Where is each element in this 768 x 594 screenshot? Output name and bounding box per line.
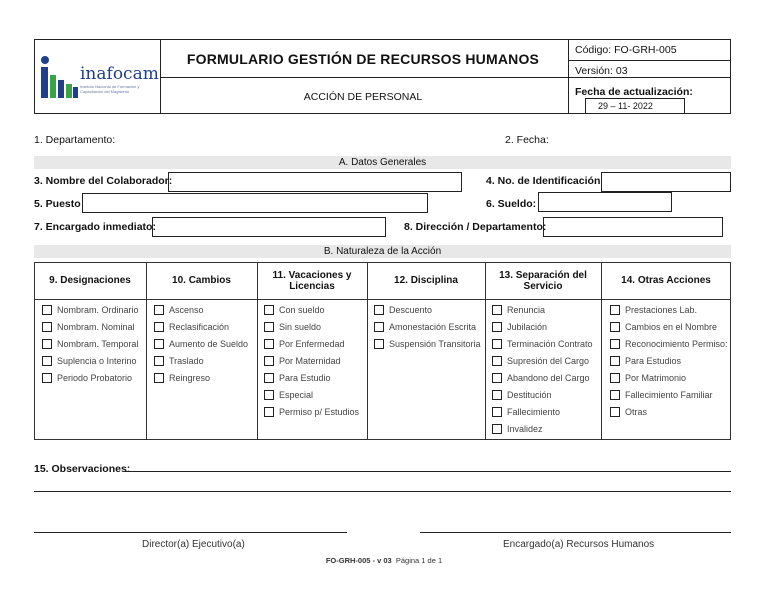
form-version: Versión: 03 <box>575 65 628 77</box>
checkbox-icon[interactable] <box>374 322 384 332</box>
checkbox-icon[interactable] <box>492 424 502 434</box>
col-header-vacaciones: 11. Vacaciones y Licencias <box>272 269 352 292</box>
checkbox-option[interactable] <box>42 322 139 339</box>
checkbox-icon[interactable] <box>264 339 274 349</box>
col-disciplina <box>374 305 481 356</box>
director-signature-label: Director(a) Ejecutivo(a) <box>142 539 245 550</box>
checkbox-icon[interactable] <box>610 407 620 417</box>
checkbox-label: Cambios en el Nombre <box>625 322 718 332</box>
checkbox-option[interactable] <box>492 322 593 339</box>
checkbox-label: Por Enfermedad <box>279 339 345 349</box>
checkbox-option[interactable] <box>492 390 593 407</box>
checkbox-icon[interactable] <box>610 356 620 366</box>
identificacion-field[interactable] <box>601 172 731 192</box>
checkbox-option[interactable] <box>610 356 728 373</box>
checkbox-icon[interactable] <box>264 373 274 383</box>
checkbox-label: Amonestación Escrita <box>389 322 477 332</box>
checkbox-label: Terminación Contrato <box>507 339 593 349</box>
checkbox-option[interactable] <box>42 373 139 390</box>
checkbox-icon[interactable] <box>264 390 274 400</box>
checkbox-label: Nombram. Temporal <box>57 339 139 349</box>
checkbox-option[interactable] <box>610 339 728 356</box>
checkbox-option[interactable] <box>264 373 359 390</box>
checkbox-option[interactable] <box>264 390 359 407</box>
encargado-field[interactable] <box>152 217 386 237</box>
checkbox-option[interactable] <box>610 390 728 407</box>
checkbox-icon[interactable] <box>610 390 620 400</box>
checkbox-icon[interactable] <box>492 390 502 400</box>
sueldo-field[interactable] <box>538 192 672 212</box>
checkbox-icon[interactable] <box>154 339 164 349</box>
checkbox-label: Sin sueldo <box>279 322 322 332</box>
direccion-field[interactable] <box>543 217 723 237</box>
rrhh-signature-label: Encargado(a) Recursos Humanos <box>503 539 655 550</box>
checkbox-label: Para Estudios <box>625 356 682 366</box>
checkbox-icon[interactable] <box>264 322 274 332</box>
footer-page: Página 1 de 1 <box>395 556 443 565</box>
section-a-band: A. Datos Generales <box>34 156 731 169</box>
sueldo-label: 6. Sueldo: <box>486 198 537 210</box>
col-otras <box>610 305 728 424</box>
col-cambios <box>154 305 248 390</box>
section-b-band: B. Naturaleza de la Acción <box>34 245 731 258</box>
nombre-label: 3. Nombre del Colaborador: <box>34 175 173 187</box>
checkbox-option[interactable] <box>154 356 248 373</box>
checkbox-icon[interactable] <box>42 305 52 315</box>
col-separacion <box>492 305 593 441</box>
checkbox-icon[interactable] <box>42 356 52 366</box>
checkbox-icon[interactable] <box>374 339 384 349</box>
checkbox-option[interactable] <box>264 339 359 356</box>
col-header-otras: 14. Otras Acciones <box>621 275 711 286</box>
director-signature-line <box>34 532 347 533</box>
checkbox-option[interactable] <box>154 322 248 339</box>
departamento-label: 1. Departamento: <box>34 134 116 146</box>
checkbox-label: Destitución <box>507 390 552 400</box>
checkbox-icon[interactable] <box>610 339 620 349</box>
checkbox-option[interactable] <box>492 356 593 373</box>
checkbox-icon[interactable] <box>264 356 274 366</box>
checkbox-option[interactable] <box>154 305 248 322</box>
checkbox-label: Nombram. Nominal <box>57 322 135 332</box>
checkbox-label: Fallecimiento <box>507 407 561 417</box>
checkbox-icon[interactable] <box>610 305 620 315</box>
checkbox-option[interactable] <box>610 305 728 322</box>
checkbox-option[interactable] <box>492 339 593 356</box>
checkbox-icon[interactable] <box>154 305 164 315</box>
col-header-designaciones: 9. Designaciones <box>49 275 131 286</box>
checkbox-label: Reingreso <box>169 373 211 383</box>
checkbox-label: Abandono del Cargo <box>507 373 590 383</box>
observaciones-label: 15. Observaciones: <box>34 463 131 475</box>
checkbox-icon[interactable] <box>154 373 164 383</box>
col-header-disciplina: 12. Disciplina <box>394 275 458 286</box>
checkbox-icon[interactable] <box>492 373 502 383</box>
col-header-separacion: 13. Separación del Servicio <box>499 269 587 292</box>
col-vacaciones <box>264 305 359 424</box>
checkbox-option[interactable] <box>42 356 139 373</box>
checkbox-label: Reconocimiento Permiso: <box>625 339 728 349</box>
inafocam-logo-icon <box>40 55 80 100</box>
checkbox-option[interactable] <box>374 322 481 339</box>
checkbox-label: Reclasificación <box>169 322 230 332</box>
col-designaciones <box>42 305 139 390</box>
checkbox-label: Especial <box>279 390 314 400</box>
checkbox-label: Con sueldo <box>279 305 325 315</box>
checkbox-label: Aumento de Sueldo <box>169 339 249 349</box>
checkbox-option[interactable] <box>264 305 359 322</box>
checkbox-label: Traslado <box>169 356 204 366</box>
checkbox-icon[interactable] <box>492 305 502 315</box>
checkbox-option[interactable] <box>374 339 481 356</box>
checkbox-icon[interactable] <box>154 356 164 366</box>
checkbox-option[interactable] <box>610 407 728 424</box>
checkbox-icon[interactable] <box>154 322 164 332</box>
checkbox-icon[interactable] <box>264 407 274 417</box>
rrhh-signature-line <box>420 532 731 533</box>
checkbox-label: Ascenso <box>169 305 204 315</box>
puesto-label: 5. Puesto <box>34 198 81 210</box>
checkbox-icon[interactable] <box>492 322 502 332</box>
form-title: FORMULARIO GESTIÓN DE RECURSOS HUMANOS <box>186 51 540 67</box>
checkbox-label: Fallecimiento Familiar <box>625 390 713 400</box>
identificacion-label: 4. No. de Identificación <box>486 175 601 187</box>
checkbox-icon[interactable] <box>42 322 52 332</box>
checkbox-option[interactable] <box>610 373 728 390</box>
encargado-label: 7. Encargado inmediato: <box>34 221 156 233</box>
checkbox-option[interactable] <box>492 424 593 441</box>
observaciones-line-1[interactable] <box>124 471 731 472</box>
checkbox-icon[interactable] <box>492 356 502 366</box>
form-subtitle: ACCIÓN DE PERSONAL <box>303 91 423 103</box>
checkbox-option[interactable] <box>264 356 359 373</box>
checkbox-option[interactable] <box>154 339 248 356</box>
checkbox-label: Por Maternidad <box>279 356 341 366</box>
checkbox-icon[interactable] <box>610 322 620 332</box>
checkbox-label: Otras <box>625 407 648 417</box>
page-footer <box>0 556 768 565</box>
checkbox-option[interactable] <box>264 322 359 339</box>
checkbox-label: Permiso p/ Estudios <box>279 407 360 417</box>
col-header-cambios: 10. Cambios <box>172 275 231 286</box>
checkbox-option[interactable] <box>492 407 593 424</box>
checkbox-icon[interactable] <box>42 373 52 383</box>
checkbox-option[interactable] <box>42 339 139 356</box>
checkbox-label: Periodo Probatorio <box>57 373 133 383</box>
checkbox-icon[interactable] <box>610 373 620 383</box>
checkbox-label: Supresión del Cargo <box>507 356 590 366</box>
checkbox-icon[interactable] <box>492 339 502 349</box>
update-date: 29 – 11- 2022 <box>585 98 685 114</box>
checkbox-icon[interactable] <box>42 339 52 349</box>
checkbox-icon[interactable] <box>492 407 502 417</box>
update-label: Fecha de actualización: <box>575 86 693 98</box>
checkbox-label: Descuento <box>389 305 433 315</box>
checkbox-label: Prestaciones Lab. <box>625 305 698 315</box>
checkbox-label: Para Estudio <box>279 373 331 383</box>
checkbox-label: Suspensión Transitoria <box>389 339 481 349</box>
checkbox-icon[interactable] <box>264 305 274 315</box>
checkbox-label: Invalidez <box>507 424 543 434</box>
checkbox-option[interactable] <box>610 322 728 339</box>
nombre-field[interactable] <box>168 172 462 192</box>
checkbox-option[interactable] <box>264 407 359 424</box>
checkbox-icon[interactable] <box>374 305 384 315</box>
form-code: Código: FO-GRH-005 <box>575 44 677 56</box>
footer-code: FO-GRH-005 - v 03 <box>325 556 392 565</box>
logo-text: inafocam <box>80 64 159 84</box>
direccion-label: 8. Dirección / Departamento: <box>404 221 547 233</box>
checkbox-option[interactable] <box>374 305 481 322</box>
checkbox-option[interactable] <box>492 305 593 322</box>
checkbox-option[interactable] <box>154 373 248 390</box>
checkbox-label: Por Matrimonio <box>625 373 687 383</box>
checkbox-label: Renuncia <box>507 305 546 315</box>
checkbox-option[interactable] <box>492 373 593 390</box>
checkbox-label: Suplencia o Interino <box>57 356 137 366</box>
logo-subtitle: Instituto Nacional de Formación y Capacitación del Magisterio <box>80 84 140 94</box>
observaciones-line-2[interactable] <box>34 491 731 492</box>
checkbox-label: Nombram. Ordinario <box>57 305 139 315</box>
fecha-label: 2. Fecha: <box>505 134 549 146</box>
puesto-field[interactable] <box>82 193 428 213</box>
checkbox-label: Jubilación <box>507 322 548 332</box>
checkbox-option[interactable] <box>42 305 139 322</box>
